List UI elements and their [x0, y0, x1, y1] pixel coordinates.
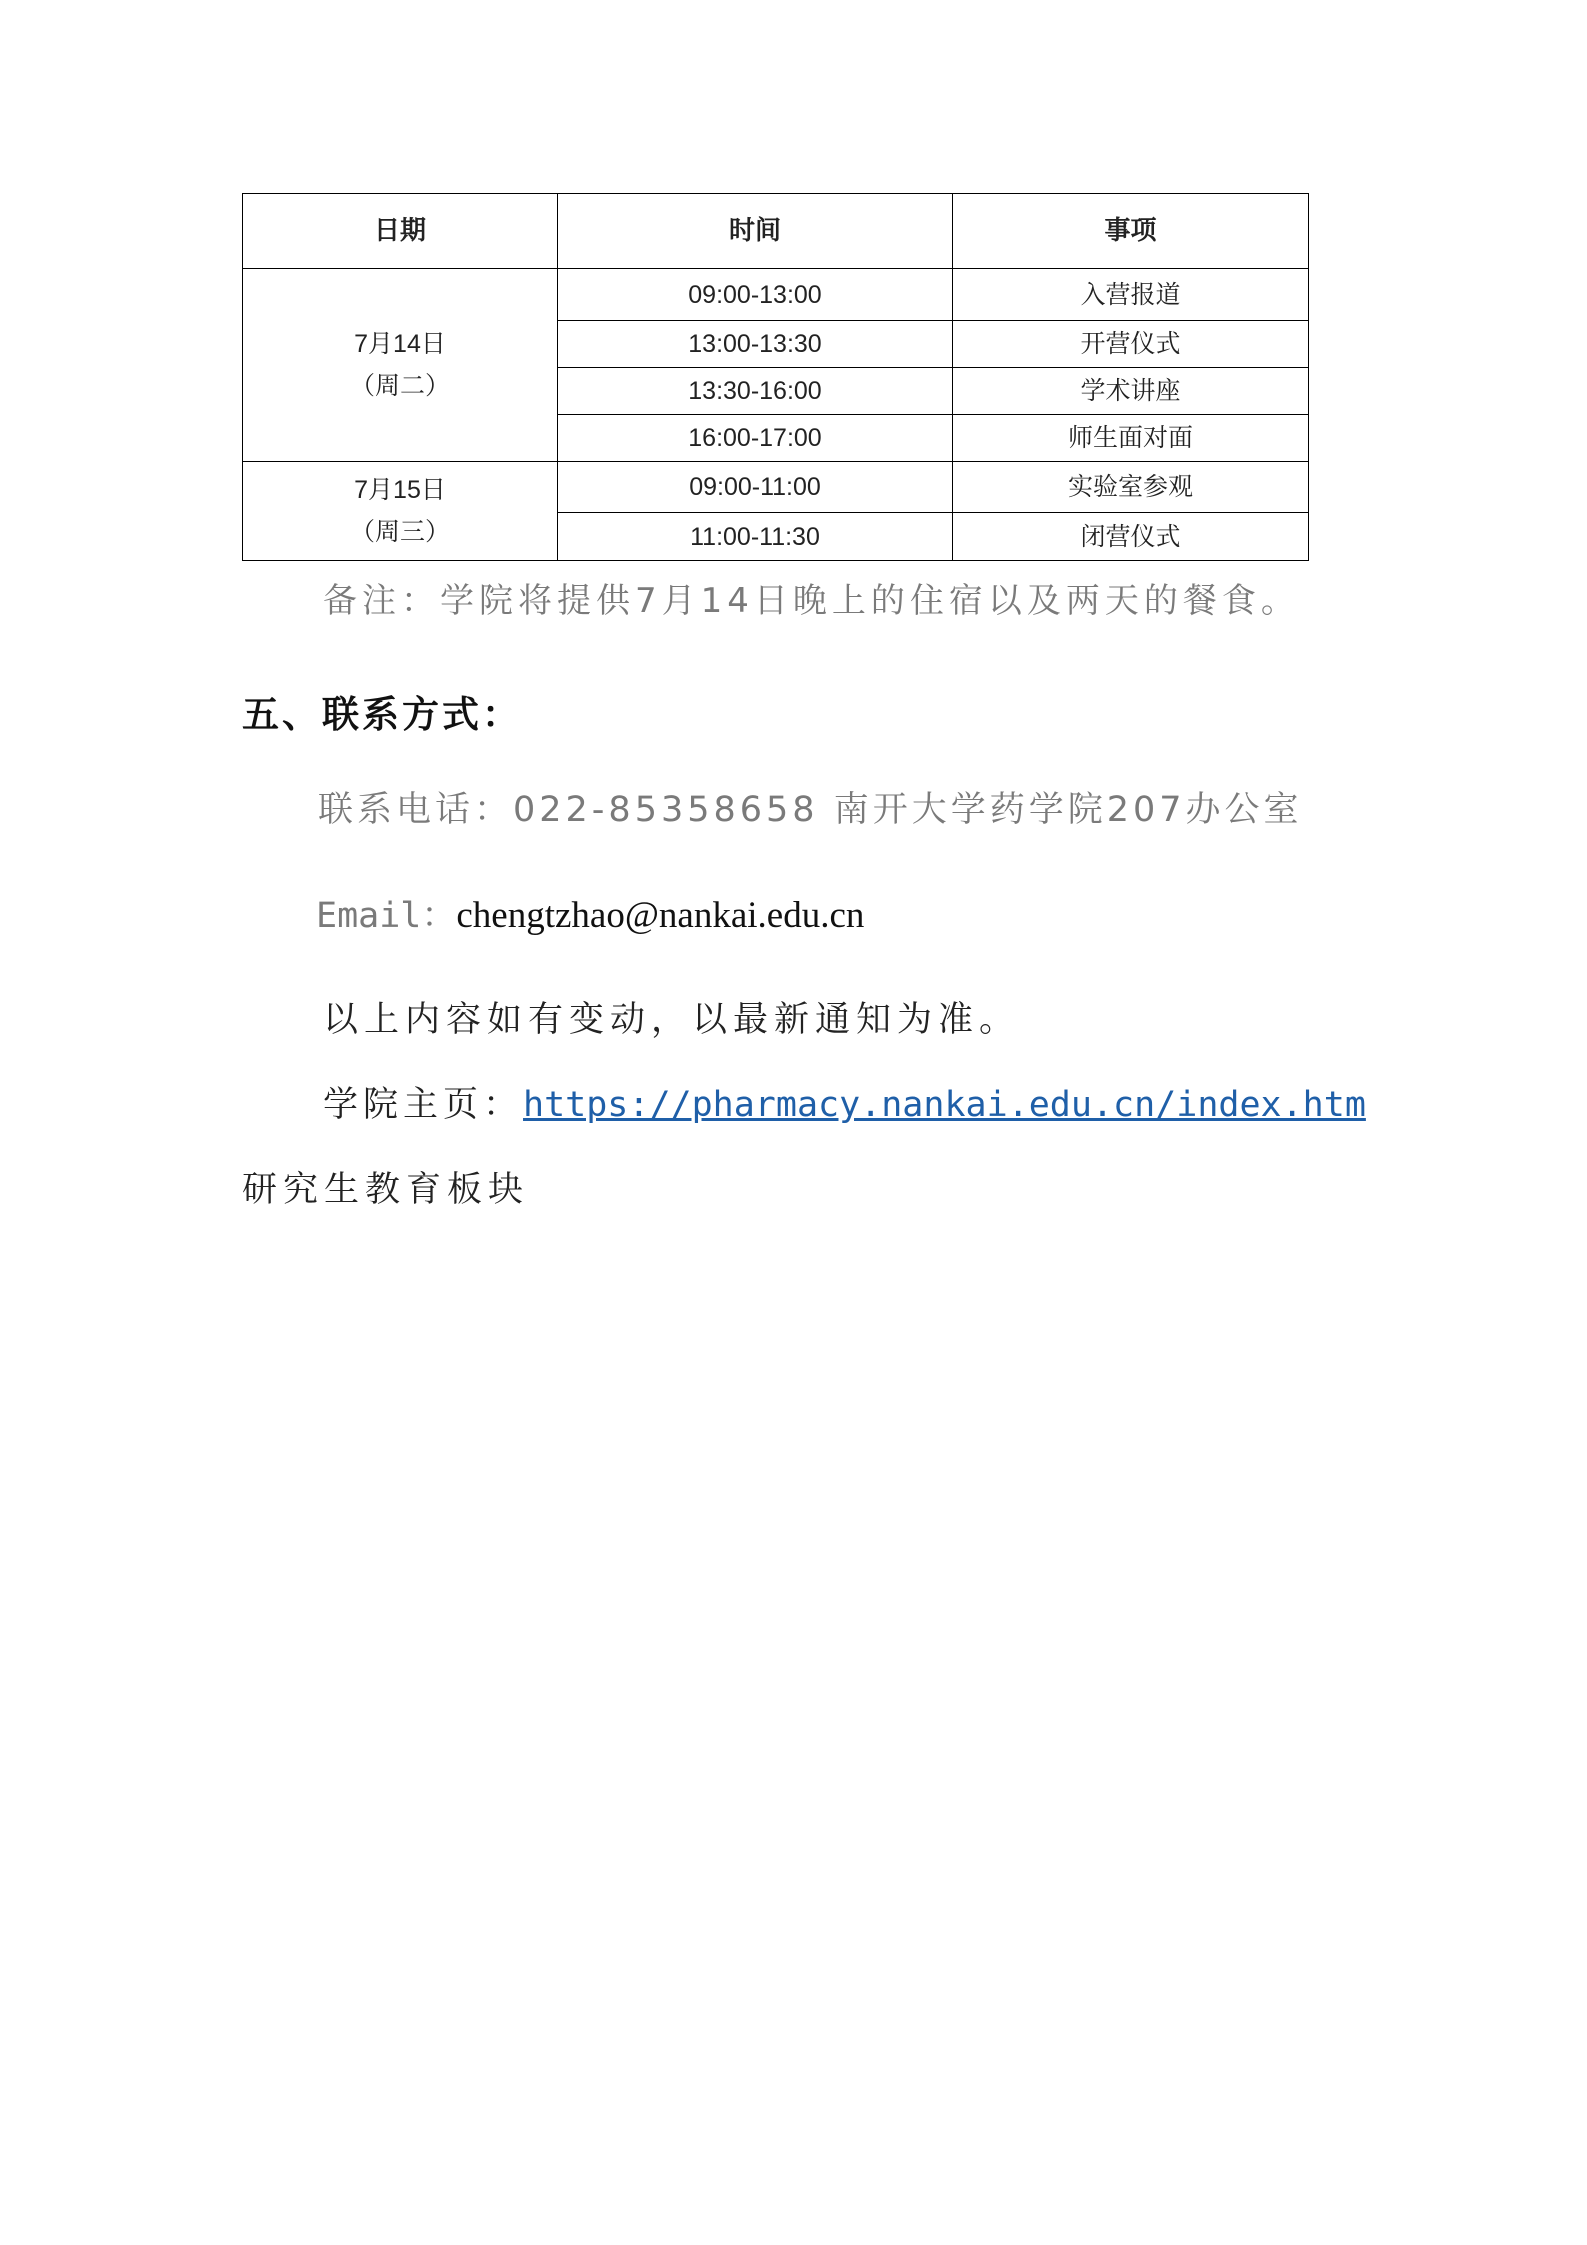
accommodation-note: 备注：学院将提供7月14日晚上的住宿以及两天的餐食。: [323, 581, 1300, 621]
weekday-label: （周三）: [349, 518, 450, 546]
time-cell: 13:30-16:00: [558, 368, 953, 415]
item-cell: 开营仪式: [953, 321, 1309, 368]
time-cell: 16:00-17:00: [558, 415, 953, 462]
time-cell: 11:00-11:30: [558, 513, 953, 561]
contact-email-line: [316, 888, 864, 938]
change-notice: 以上内容如有变动，以最新通知为准。: [323, 1000, 1021, 1040]
email-label: Email：: [316, 896, 457, 936]
time-cell: 13:00-13:30: [558, 321, 953, 368]
contact-heading: 五、联系方式：: [242, 693, 522, 736]
email-address[interactable]: chengtzhao@nankai.edu.cn: [456, 895, 865, 936]
time-cell: 09:00-13:00: [558, 269, 953, 321]
header-date: 日期: [243, 194, 558, 269]
item-cell: 入营报道: [953, 269, 1309, 321]
table-row: [243, 462, 1309, 513]
date-label: 7月15日: [354, 475, 446, 504]
date-cell: [243, 269, 558, 462]
homepage-section: 研究生教育板块: [242, 1170, 530, 1210]
item-cell: 实验室参观: [953, 462, 1309, 513]
table-header-row: [243, 194, 1309, 269]
header-item: 事项: [953, 194, 1309, 269]
homepage-link[interactable]: https://pharmacy.nankai.edu.cn/index.htm: [523, 1085, 1366, 1125]
header-time: 时间: [558, 194, 953, 269]
item-cell: 学术讲座: [953, 368, 1309, 415]
date-cell: [243, 462, 558, 561]
homepage-label: 学院主页：: [323, 1085, 524, 1125]
homepage-line: [323, 1077, 1366, 1127]
schedule-table: [242, 193, 1309, 561]
weekday-label: （周二）: [349, 372, 450, 400]
item-cell: 闭营仪式: [953, 513, 1309, 561]
item-cell: 师生面对面: [953, 415, 1309, 462]
table-row: [243, 269, 1309, 321]
time-cell: 09:00-11:00: [558, 462, 953, 513]
date-label: 7月14日: [354, 329, 446, 358]
contact-phone: 联系电话：022-85358658 南开大学药学院207办公室: [318, 790, 1303, 830]
